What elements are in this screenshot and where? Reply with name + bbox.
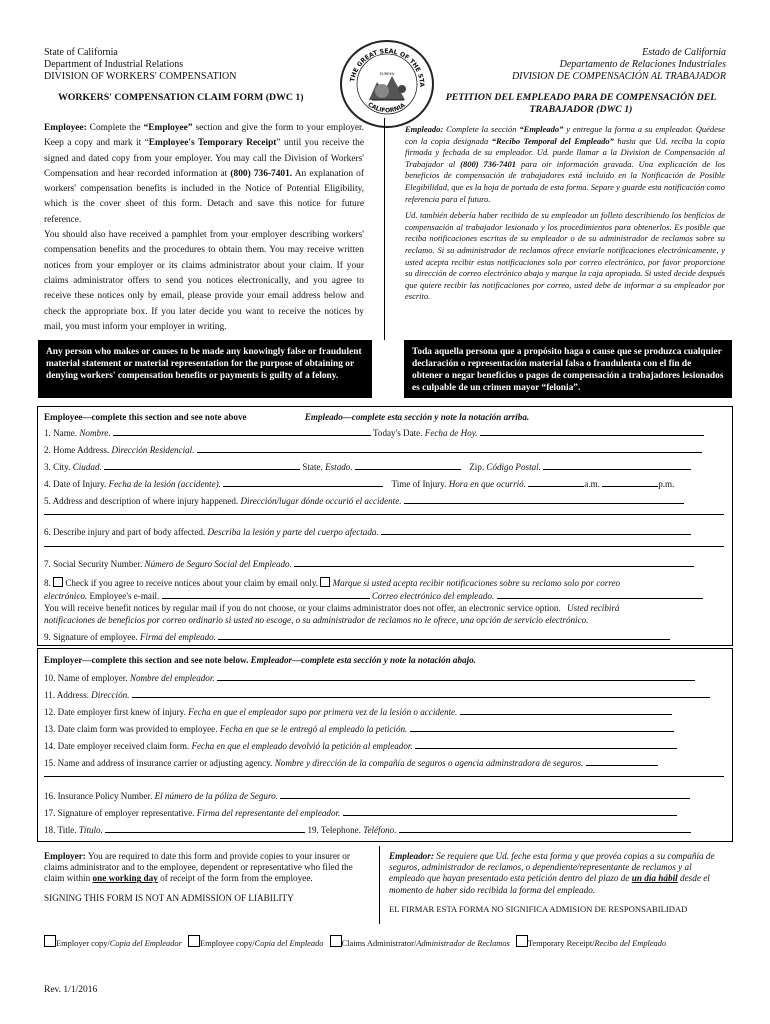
svg-text:THE GREAT SEAL OF THE STATE OF	[342, 42, 425, 88]
employee-signature-input[interactable]	[218, 630, 670, 640]
revision-date: Rev. 1/1/2016	[44, 985, 98, 995]
injury-location-line-2[interactable]	[44, 514, 724, 515]
warning-box-en: Any person who makes or causes to be made any knowingly false or fraudulent material statement or material representation for the purpose of obtaining or denying workers' compensation benefits or payments is guilty of a felony.	[38, 340, 372, 398]
email-consent-checkbox[interactable]	[53, 577, 63, 587]
form-title-es-line2: TRABAJADOR (DWC 1)	[529, 104, 633, 115]
header-division-es: DIVISION DE COMPENSACIÓN AL TRABAJADOR	[511, 71, 726, 82]
copy-designations: Employer copy/Copia del Empleador Employee copy/Copia del Empleado Claims Administrator/Administrador de Reclamos Temporary Receipt/Recibo del Empleado	[44, 935, 666, 948]
header-state-es: Estado de California	[642, 47, 726, 58]
insurance-carrier-line-2[interactable]	[44, 776, 724, 777]
employer-copy-checkbox[interactable]	[44, 935, 56, 947]
field-12-row: 12. Date employer first knew of injury. Fecha en que el empleador supo por primera vez de la lesión o accidente.	[44, 705, 672, 718]
field-15-row: 15. Name and address of insurance carrier or adjusting agency. Nombre y dirección de la compañía de seguros o agencia adminstradora de seguros.	[44, 756, 658, 769]
field-13-row: 13. Date claim form was provided to employee. Fecha en que se le entregó al empleado la petición.	[44, 722, 674, 735]
telephone-input[interactable]	[399, 823, 691, 833]
field-8-email-row: electrónico. Employee's e-mail. Correo electrónico del empleado.	[44, 589, 703, 602]
seal-top-text: THE GREAT SEAL OF THE STA	[349, 47, 426, 87]
city-input[interactable]	[104, 460, 300, 470]
email-consent-checkbox-es[interactable]	[320, 577, 330, 587]
employer-section-heading: Employer—complete this section and see note below. Empleador—complete esta sección y note la notación abajo.	[44, 655, 476, 665]
field-10-row: 10. Name of employer. Nombre del empleador.	[44, 671, 695, 684]
instructions-es-p2: Ud. también debería haber recibido de su empleador un folleto describiendo los benficios de compensación al trabajador lesionado y los procedimientos para obtenerlos. Es posible que reciba notificaciones escritas de su empleador o de su administrador de reclamos sobre su reclamo. Si su administrador de reclamos ofrece enviarle notificaciones electrónicamente, y usted acepta recibir estas notificaciones solo por correo electrónico, por favor proporcione su dirección de correo electrónico abajo y marque la caja apropiada. Si usted decide después que quiere recibir las notificaciones por correo, usted debe de informar a su empleador por escrito.	[405, 210, 725, 302]
svg-text:CALIFORNIA	[366, 101, 407, 114]
employer-address-input[interactable]	[132, 688, 710, 698]
field-11-row: 11. Address. Dirección.	[44, 688, 710, 701]
header-right	[512, 47, 726, 83]
employer-note-divider	[379, 846, 380, 924]
employer-name-input[interactable]	[217, 671, 695, 681]
field-7-row: 7. Social Security Number. Número de Seguro Social del Empleado.	[44, 557, 694, 570]
field-18-19-row: 18. Title. Título. 19. Telephone. Teléfono.	[44, 823, 691, 836]
field-8-row: 8. Check if you agree to receive notices about your claim by email only. Marque si usted acepta recibir notificaciones sobre su reclamo solo por correo	[44, 578, 621, 588]
header-dept-es: Departamento de Relaciones Industriales	[559, 59, 726, 70]
date-of-injury-input[interactable]	[223, 477, 383, 487]
field-14-row: 14. Date employer received claim form. Fecha en que el empleado devolvió la petición al empleador.	[44, 739, 677, 752]
claims-admin-copy-checkbox[interactable]	[330, 935, 342, 947]
date-form-provided-input[interactable]	[410, 722, 674, 732]
instructions-en-p2: You should also have received a pamphlet from your employer describing workers' compensation benefits and the procedures to obtain them. You may receive written notices from your employer or its claims administrator about your claim. If your claims administrator offers to send you notices electronically, and you agree to receive these notices only by email, please provide your email address below and check the appropriate box. If you later decide you want to receive the notices by mail, you must inform your employer in writing.	[44, 230, 364, 332]
employer-note-en	[44, 851, 372, 904]
title-input[interactable]	[105, 823, 305, 833]
zip-input[interactable]	[543, 460, 691, 470]
instructions-es-p1: Empleado: Complete la sección “Empleado” y entregue la forma a su empleador. Quédese con la copia designada “Recibo Temporal del Empleado” hasta que Ud. reciba la copia firmada y fechada de su empleador. Ud. puede llamar a la Division de Compensación al Trabajador al (800) 736-7401 para oir información gravada. Una explicación de los beneficios de compensación de trabajadores está incluido en la Notificación de Posible Elegibilidad, que es la hoja de portada de esta forma. Separe y guarde esta notificación como referencia para el futuro.	[405, 124, 726, 204]
no-liability-es: EL FIRMAR ESTA FORMA NO SIGNIFICA ADMISION DE RESPONSABILIDAD	[389, 903, 688, 914]
field-17-row: 17. Signature of employer representative. Firma del representante del empleador.	[44, 806, 677, 819]
field-8-note-row-1: You will receive benefit notices by regular mail if you do not choose, or your claims administrator does not offer, an electronic service option. Usted recibirá	[44, 603, 620, 613]
field-1-row: 1. Name. Nombre. Today's Date. Fecha de Hoy.	[44, 426, 704, 439]
instructions-en-p1: Employee: Complete the “Employee” section and give the form to your employer. Keep a copy and mark it “Employee's Temporary Receipt” until you receive the signed and dated copy from your employer. You may call the Division of Workers' Compensation and hear recorded information at (800) 736-7401. An explanation of workers' compensation benefits is included in the Notice of Potential Eligibility, which is the cover sheet of this form. Detach and save this notice for future reference.	[44, 123, 364, 225]
injury-description-input[interactable]	[381, 525, 691, 535]
employer-note-es	[389, 851, 727, 915]
employee-section-heading: Employee—complete this section and see note above Empleado—complete esta sección y note la notación arriba.	[44, 412, 530, 422]
form-title-en: WORKERS' COMPENSATION CLAIM FORM (DWC 1)	[58, 92, 304, 103]
policy-number-input[interactable]	[280, 789, 690, 799]
seal-bottom-text: CALIFORNIA	[366, 101, 407, 115]
field-6-row: 6. Describe injury and part of body affected. Describa la lesión y parte del cuerpo afectada.	[44, 525, 691, 538]
employee-email-input[interactable]	[162, 589, 370, 599]
todays-date-input[interactable]	[480, 426, 704, 436]
form-title-es	[432, 92, 730, 116]
header-division: DIVISION OF WORKERS' COMPENSATION	[44, 71, 237, 82]
date-employer-knew-input[interactable]	[460, 705, 672, 715]
injury-location-input[interactable]	[404, 494, 684, 504]
home-address-input[interactable]	[197, 443, 702, 453]
ssn-input[interactable]	[294, 557, 694, 567]
field-4-row: 4. Date of Injury. Fecha de la lesión (accidente). Time of Injury. Hora en que ocurrió. a.m. p.m.	[44, 479, 675, 489]
injury-description-line-2[interactable]	[44, 546, 724, 547]
header-left	[44, 47, 236, 83]
field-8-note-row-2: notificaciones de beneficios por correo ordinario si usted no escoge, o su administrador de reclamos no le ofrece, una opción de servicio electrónico.	[44, 615, 589, 625]
employer-signature-input[interactable]	[343, 806, 677, 816]
header-state: State of California	[44, 47, 118, 58]
column-divider	[384, 118, 385, 340]
instructions-es	[405, 124, 725, 303]
warning-box-es: Toda aquella persona que a propósito haga o cause que se produzca cualquier declaración o representación material falsa o fraudulenta con el fin de obtener o negar beneficios o pagos de compensación a trabajadores lesionados es culpable de un crimen mayor “felonia”.	[404, 340, 732, 398]
state-input[interactable]	[355, 460, 461, 470]
field-16-row: 16. Insurance Policy Number. El número de la póliza de Seguro.	[44, 789, 690, 802]
employer-note-en-text: Employer: You are required to date this form and provide copies to your insurer or claims administrator and to the employee, dependent or representative who filed the claim within one working day of receipt of the form from the employee.	[44, 851, 353, 884]
time-of-injury-am-input[interactable]	[528, 477, 584, 487]
field-9-row: 9. Signature of employee. Firma del empleado.	[44, 630, 670, 643]
employee-name-input[interactable]	[113, 426, 371, 436]
state-seal-logo	[340, 40, 434, 128]
seal-motto: EUREKA	[379, 72, 395, 76]
instructions-en	[44, 121, 364, 335]
employee-copy-checkbox[interactable]	[188, 935, 200, 947]
header-dept: Department of Industrial Relations	[44, 59, 184, 70]
insurance-carrier-input[interactable]	[586, 756, 658, 766]
date-form-received-input[interactable]	[415, 739, 677, 749]
form-title-es-line1: PETITION DEL EMPLEADO PARA DE COMPENSACIÓN DEL	[445, 92, 717, 103]
field-3-row: 3. City. Ciudad. State. Estado. Zip. Código Postal.	[44, 460, 691, 473]
temporary-receipt-checkbox[interactable]	[516, 935, 528, 947]
seal-graphic	[342, 42, 432, 126]
field-5-row: 5. Address and description of where injury happened. Dirección/lugar dónde occurió el accidente.	[44, 494, 684, 507]
employee-email-input-es[interactable]	[497, 589, 703, 599]
employer-note-es-text: Empleador: Se requiere que Ud. feche esta forma y que provéa copias a su compañía de seguros, administrador de reclamos, o dependiente/representante de reclamos y al empleado que hayan presentado esta petición dentro del plazo de un día hábil desde el momento de haber sido recibida la forma del empleado.	[389, 851, 715, 895]
field-2-row: 2. Home Address. Dirección Residencial.	[44, 443, 702, 456]
time-of-injury-pm-input[interactable]	[602, 477, 658, 487]
no-liability-en: SIGNING THIS FORM IS NOT AN ADMISSION OF LIABILITY	[44, 892, 294, 903]
